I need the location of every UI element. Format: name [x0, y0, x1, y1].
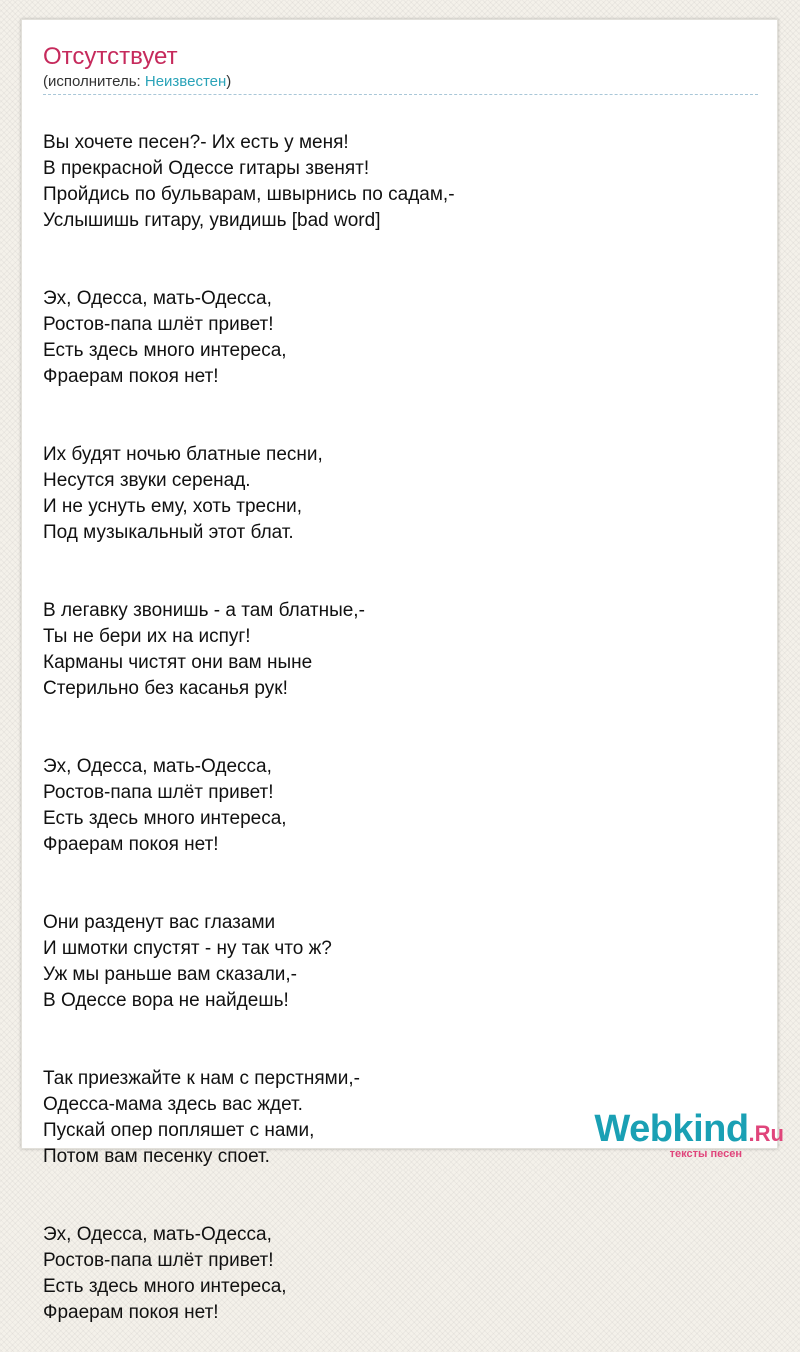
stanza: Они разденут вас глазами И шмотки спустят - ну так что ж? Уж мы раньше вам сказали,- В Одессе вора не найдешь!: [43, 912, 332, 1011]
stanza: Эх, Одесса, мать-Одесса, Ростов-папа шлёт привет! Есть здесь много интереса, Фраерам покоя нет!: [43, 756, 287, 855]
artist-suffix: ): [226, 73, 232, 90]
logo-domain: .Ru: [748, 1121, 784, 1146]
stanza: Так приезжайте к нам с перстнями,- Одесса-мама здесь вас ждет. Пускай опер попляшет с нами, Потом вам песенку споет.: [43, 1068, 360, 1167]
stanza: В легавку звонишь - а там блатные,- Ты не бери их на испуг! Карманы чистят они вам ныне Стерильно без касанья рук!: [43, 600, 365, 699]
logo-name: Webkind: [594, 1108, 749, 1150]
stanza: Эх, Одесса, мать-Одесса, Ростов-папа шлёт привет! Есть здесь много интереса, Фраерам покоя нет!: [43, 288, 287, 387]
artist-link[interactable]: Неизвестен: [144, 73, 227, 90]
dashed-divider: [43, 94, 758, 95]
logo-tagline: тексты песен: [669, 1148, 742, 1160]
song-title: Отсутствует: [43, 43, 178, 70]
lyrics-text: [43, 104, 758, 1352]
artist-prefix: (исполнитель:: [43, 73, 145, 90]
stanza: Эх, Одесса, мать-Одесса, Ростов-папа шлёт привет! Есть здесь много интереса, Фраерам покоя нет!: [43, 1224, 287, 1323]
webkind-logo[interactable]: [594, 1108, 784, 1160]
artist-line: [43, 73, 231, 91]
stanza: Вы хочете песен?- Их есть у меня! В прекрасной Одессе гитары звенят! Пройдись по бульварам, швырнись по садам,- Услышишь гитару, увидишь [bad word]: [43, 132, 455, 231]
stanza: Их будят ночью блатные песни, Несутся звуки серенад. И не уснуть ему, хоть тресни, Под музыкальный этот блат.: [43, 444, 323, 543]
